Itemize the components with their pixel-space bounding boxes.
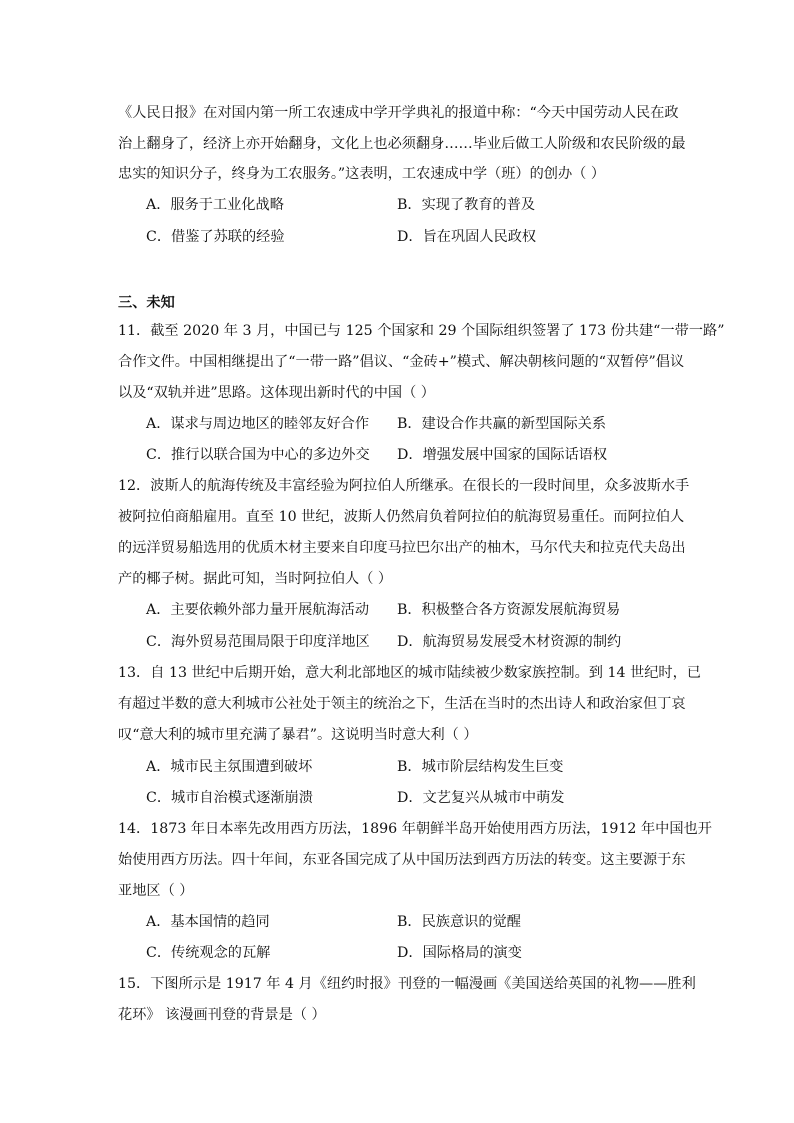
option-d: D．航海贸易发展受木材资源的制约 [397, 634, 622, 650]
question-12-line: 产的椰子树。据此可知，当时阿拉伯人（ ） [118, 571, 393, 587]
question-text-line: 忠实的知识分子，终身为工农服务。”这表明，工农速成中学（班）的创办（ ） [118, 166, 606, 182]
option-c: C．海外贸易范围局限于印度洋地区 [146, 634, 370, 650]
option-c: C．传统观念的瓦解 [146, 945, 271, 961]
question-15-line: 花环》 该漫画刊登的背景是（ ） [118, 1007, 326, 1023]
question-15-line: 15．下图所示是 1917 年 4 月《纽约时报》刊登的一幅漫画《美国送给英国的礼物——胜利 [118, 976, 696, 992]
option-a: A．主要依赖外部力量开展航海活动 [146, 602, 370, 618]
option-c: C．借鉴了苏联的经验 [146, 229, 285, 245]
option-c: C．推行以联合国为中心的多边外交 [146, 447, 370, 463]
question-14-line: 亚地区（ ） [118, 883, 194, 899]
question-text-line: 治上翻身了，经济上亦开始翻身，文化上也必须翻身……毕业后做工人阶级和农民阶级的最 [118, 136, 686, 152]
question-12-line: 12．波斯人的航海传统及丰富经验为阿拉伯人所继承。在很长的一段时间里，众多波斯水手 [118, 478, 690, 494]
question-11-line: 以及“双轨并进”思路。这体现出新时代的中国（ ） [118, 385, 435, 401]
option-b: B．实现了教育的普及 [397, 197, 536, 213]
option-b: B．建设合作共赢的新型国际关系 [397, 416, 607, 432]
option-d: D．国际格局的演变 [397, 945, 522, 961]
option-d: D．文艺复兴从城市中萌发 [397, 790, 565, 806]
question-11-line: 11．截至 2020 年 3 月，中国已与 125 个国家和 29 个国际组织签署了 173 份共建“一带一路” [118, 323, 725, 339]
option-d: D．增强发展中国家的国际话语权 [397, 447, 608, 463]
question-11-line: 合作文件。中国相继提出了“一带一路”倡议、“金砖+”模式、解决朝核问题的“双暂停”倡议 [118, 354, 685, 370]
question-12-line: 被阿拉伯商船雇用。直至 10 世纪，波斯人仍然肩负着阿拉伯的航海贸易重任。而阿拉伯人 [118, 509, 685, 525]
option-b: B．积极整合各方资源发展航海贸易 [397, 602, 621, 618]
option-a: A．谋求与周边地区的睦邻友好合作 [146, 416, 370, 432]
question-14-line: 始使用西方历法。四十年间，东亚各国完成了从中国历法到西方历法的转变。这主要源于东 [118, 852, 686, 868]
option-c: C．城市自治模式逐渐崩溃 [146, 790, 313, 806]
question-13-line: 有超过半数的意大利城市公社处于领主的统治之下，生活在当时的杰出诗人和政治家但丁哀 [118, 696, 686, 712]
option-a: A．城市民主氛围遭到破坏 [146, 759, 313, 775]
question-text-line: 《人民日报》在对国内第一所工农速成中学开学典礼的报道中称：“今天中国劳动人民在政 [118, 105, 679, 121]
section-heading: 三、未知 [118, 295, 175, 311]
question-13-line: 叹“意大利的城市里充满了暴君”。这说明当时意大利（ ） [118, 727, 478, 743]
question-14-line: 14．1873 年日本率先改用西方历法，1896 年朝鲜半岛开始使用西方历法，1912 年中国也开 [118, 821, 712, 837]
option-b: B．城市阶层结构发生巨变 [397, 759, 564, 775]
question-12-line: 的远洋贸易船选用的优质木材主要来自印度马拉巴尔出产的柚木，马尔代夫和拉克代夫岛出 [118, 540, 686, 556]
option-d: D．旨在巩固人民政权 [397, 229, 537, 245]
option-a: A．基本国情的趋同 [146, 914, 270, 930]
option-b: B．民族意识的觉醒 [397, 914, 521, 930]
option-a: A．服务于工业化战略 [146, 197, 284, 213]
question-13-line: 13．自 13 世纪中后期开始，意大利北部地区的城市陆续被少数家族控制。到 14 世纪时，已 [118, 665, 701, 681]
